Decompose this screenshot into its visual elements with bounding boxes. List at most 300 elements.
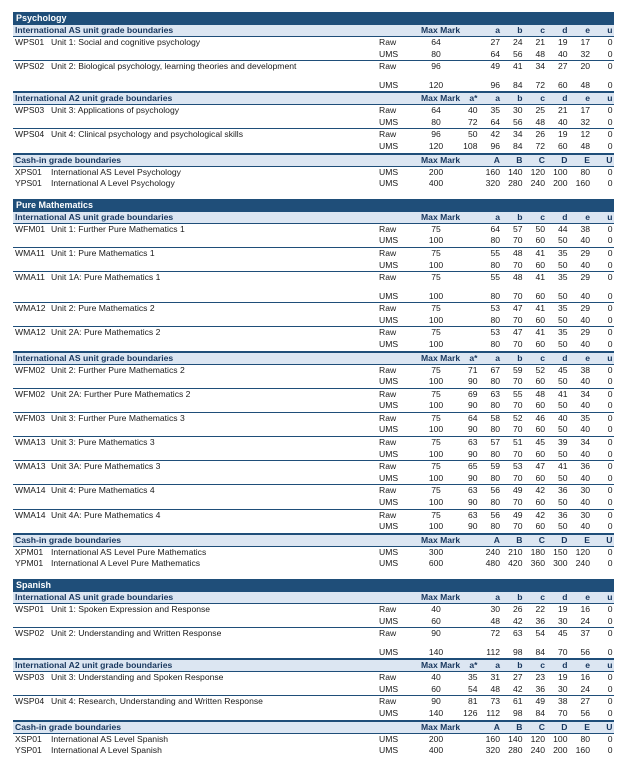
grade-boundary-value: 60 xyxy=(535,472,545,483)
boundary-line xyxy=(13,286,614,302)
grade-boundary-value: 48 xyxy=(490,615,500,626)
boundary-line xyxy=(13,485,614,497)
unit-code: XSP01 xyxy=(15,733,42,744)
boundary-line xyxy=(13,37,614,49)
unit-title: Unit 1: Pure Mathematics 1 xyxy=(51,247,155,258)
grade-boundary-value: 0 xyxy=(607,178,613,189)
grade-boundary-value: 63 xyxy=(467,509,478,520)
unit-title: Unit 4: Research, Understanding and Written Response xyxy=(51,696,263,707)
max-mark-value: 100 xyxy=(428,376,444,387)
unit-title: International AS Level Pure Mathematics xyxy=(51,546,207,557)
unit-title: Unit 3: Applications of psychology xyxy=(51,105,180,116)
grade-boundary-value: 80 xyxy=(490,400,500,411)
grade-boundary-value: 19 xyxy=(557,129,568,140)
grade-boundary-value: 40 xyxy=(580,400,590,411)
grade-boundary-value: 41 xyxy=(557,461,568,472)
grade-boundary-value: 59 xyxy=(490,461,500,472)
grade-column-header: e xyxy=(585,93,590,104)
unit-title: Unit 2A: Pure Mathematics 2 xyxy=(51,327,161,338)
grade-boundary-value: 30 xyxy=(580,485,590,496)
grade-boundary-value: 40 xyxy=(557,116,568,127)
grade-boundary-value: 240 xyxy=(575,558,590,569)
grade-column-header: e xyxy=(585,352,590,363)
max-mark-value: 60 xyxy=(431,615,441,626)
grade-boundary-value: 67 xyxy=(490,364,500,375)
mark-type: UMS xyxy=(379,166,399,177)
grade-boundary-value: 140 xyxy=(508,166,523,177)
grade-column-header: A xyxy=(493,721,500,732)
grade-boundary-value: 180 xyxy=(530,546,545,557)
max-mark-value: 90 xyxy=(431,696,441,707)
max-mark-header: Max Mark xyxy=(421,154,461,165)
unit-code: WPS02 xyxy=(15,61,45,72)
mark-type: UMS xyxy=(379,472,399,483)
mark-type: UMS xyxy=(379,647,399,658)
max-mark-value: 75 xyxy=(431,461,441,472)
grade-boundary-value: 56 xyxy=(580,707,590,718)
grade-boundary-value: 42 xyxy=(490,129,500,140)
grade-boundary-value: 27 xyxy=(490,37,500,47)
grade-boundary-value: 45 xyxy=(557,628,568,639)
max-mark-value: 120 xyxy=(428,80,444,91)
grade-boundary-value: 35 xyxy=(557,272,568,283)
grade-column-header: b xyxy=(517,93,523,104)
subject-title: Pure Mathematics xyxy=(13,199,614,211)
grade-boundary-value: 19 xyxy=(557,672,568,683)
grade-boundary-value: 58 xyxy=(490,412,500,423)
max-mark-value: 75 xyxy=(431,247,441,258)
max-mark-value: 140 xyxy=(428,707,444,718)
grade-boundary-value: 80 xyxy=(490,376,500,387)
group-header xyxy=(13,659,614,672)
grade-boundary-value: 50 xyxy=(557,521,568,532)
mark-type: UMS xyxy=(379,615,399,626)
boundary-line xyxy=(13,75,614,91)
grade-boundary-value: 56 xyxy=(490,485,500,496)
unit-code: XPM01 xyxy=(15,546,44,557)
grade-column-header: d xyxy=(562,93,568,104)
grade-boundary-value: 0 xyxy=(607,628,613,639)
grade-boundary-value: 108 xyxy=(463,140,478,151)
max-mark-value: 100 xyxy=(428,448,444,459)
grade-column-header: a xyxy=(495,660,500,671)
grade-boundary-value: 420 xyxy=(508,558,523,569)
table-row xyxy=(13,105,614,129)
grade-boundary-value: 0 xyxy=(607,707,613,718)
max-mark-value: 75 xyxy=(431,303,441,314)
grade-boundary-value: 34 xyxy=(580,388,590,399)
grade-column-header: u xyxy=(607,211,613,222)
grade-boundary-value: 41 xyxy=(535,272,545,283)
unit-code: YSP01 xyxy=(15,745,42,756)
max-mark-value: 80 xyxy=(431,48,441,59)
grade-boundary-value: 40 xyxy=(580,448,590,459)
grade-boundary-value: 240 xyxy=(530,745,545,756)
unit-code: WMA14 xyxy=(15,485,46,496)
grade-column-header: E xyxy=(584,534,590,545)
grade-boundary-value: 32 xyxy=(580,48,590,59)
max-mark-value: 100 xyxy=(428,497,444,508)
grade-boundary-value: 81 xyxy=(467,696,478,707)
grade-boundary-value: 0 xyxy=(607,546,613,557)
grade-boundary-value: 47 xyxy=(512,327,523,338)
grade-boundary-value: 0 xyxy=(607,338,613,349)
grade-boundary-value: 41 xyxy=(535,247,545,258)
grade-boundary-value: 320 xyxy=(485,745,500,756)
grade-boundary-value: 210 xyxy=(508,546,523,557)
grade-boundary-value: 0 xyxy=(607,223,613,234)
grade-column-header: U xyxy=(606,534,613,545)
grade-boundary-value: 40 xyxy=(580,521,590,532)
max-mark-header: Max Mark xyxy=(421,721,461,732)
grade-boundary-value: 48 xyxy=(512,247,523,258)
group-header-title: International A2 unit grade boundaries xyxy=(15,93,173,104)
mark-type: UMS xyxy=(379,424,399,435)
max-mark-value: 75 xyxy=(431,223,441,234)
grade-boundary-value: 36 xyxy=(535,615,545,626)
grade-boundary-value: 0 xyxy=(607,696,613,707)
boundary-line xyxy=(13,224,614,236)
max-mark-value: 40 xyxy=(431,672,441,683)
grade-boundary-value: 84 xyxy=(535,707,545,718)
unit-title: International AS Level Psychology xyxy=(51,166,181,177)
max-mark-value: 60 xyxy=(431,683,441,694)
grade-boundary-value: 72 xyxy=(535,140,545,151)
mark-type: Raw xyxy=(379,628,397,639)
grade-column-header: B xyxy=(516,721,523,732)
grade-boundary-value: 29 xyxy=(580,327,590,338)
grade-boundary-value: 56 xyxy=(512,116,523,127)
grade-column-header: U xyxy=(606,721,613,732)
grade-boundary-value: 0 xyxy=(607,485,613,496)
grade-boundary-value: 50 xyxy=(557,472,568,483)
unit-title: Unit 4: Clinical psychology and psychological skills xyxy=(51,129,244,140)
grade-boundary-value: 0 xyxy=(607,472,613,483)
table-row xyxy=(13,303,614,327)
mark-type: Raw xyxy=(379,129,397,140)
grade-column-header: c xyxy=(540,211,545,222)
grade-column-header: a* xyxy=(469,352,478,363)
grade-boundary-value: 120 xyxy=(530,733,545,744)
unit-title: Unit 4A: Pure Mathematics 4 xyxy=(51,509,161,520)
grade-boundary-value: 80 xyxy=(490,424,500,435)
grade-boundary-value: 64 xyxy=(490,223,500,234)
grade-boundary-value: 80 xyxy=(490,259,500,270)
grade-column-header: b xyxy=(517,660,523,671)
unit-title: Unit 4: Pure Mathematics 4 xyxy=(51,485,155,496)
unit-title: Unit 2A: Further Pure Mathematics 2 xyxy=(51,388,191,399)
grade-boundary-value: 40 xyxy=(580,338,590,349)
grade-boundary-value: 0 xyxy=(607,247,613,258)
grade-boundary-value: 53 xyxy=(512,461,523,472)
grade-boundary-value: 53 xyxy=(490,327,500,338)
grade-boundary-value: 41 xyxy=(557,388,568,399)
max-mark-value: 75 xyxy=(431,485,441,496)
grade-column-header: u xyxy=(607,352,613,363)
grade-boundary-value: 0 xyxy=(607,388,613,399)
grade-boundary-value: 37 xyxy=(580,628,590,639)
grade-boundary-value: 0 xyxy=(607,497,613,508)
unit-title: Unit 2: Further Pure Mathematics 2 xyxy=(51,364,185,375)
subject-title: Psychology xyxy=(13,12,614,24)
grade-boundary-value: 60 xyxy=(535,497,545,508)
max-mark-value: 400 xyxy=(428,178,444,189)
grade-boundary-value: 40 xyxy=(580,259,590,270)
boundary-line xyxy=(13,510,614,522)
boundary-line xyxy=(13,642,614,658)
grade-boundary-value: 40 xyxy=(580,291,590,302)
grade-boundary-value: 120 xyxy=(530,166,545,177)
grade-column-header: E xyxy=(584,154,590,165)
table-row xyxy=(13,696,614,720)
grade-column-header: d xyxy=(562,660,568,671)
max-mark-value: 200 xyxy=(428,733,444,744)
grade-boundary-value: 0 xyxy=(607,140,613,151)
boundary-line xyxy=(13,327,614,339)
grade-boundary-value: 70 xyxy=(512,497,523,508)
grade-boundary-value: 48 xyxy=(512,272,523,283)
boundary-line xyxy=(13,178,614,190)
mark-type: UMS xyxy=(379,140,399,151)
grade-boundary-value: 34 xyxy=(580,437,590,448)
boundary-line xyxy=(13,558,614,570)
boundary-line xyxy=(13,105,614,117)
grade-boundary-value: 69 xyxy=(467,388,478,399)
unit-code: WFM03 xyxy=(15,412,46,423)
grade-boundary-value: 150 xyxy=(553,546,568,557)
grade-boundary-value: 64 xyxy=(490,116,500,127)
grade-column-header: c xyxy=(540,352,545,363)
grade-boundary-value: 24 xyxy=(512,37,523,47)
grade-boundary-value: 80 xyxy=(490,472,500,483)
grade-boundary-value: 0 xyxy=(607,259,613,270)
grade-boundary-value: 140 xyxy=(508,733,523,744)
grade-boundary-value: 60 xyxy=(557,140,568,151)
grade-boundary-value: 100 xyxy=(553,733,568,744)
grade-boundary-value: 90 xyxy=(467,424,478,435)
max-mark-value: 400 xyxy=(428,745,444,756)
unit-code: XPS01 xyxy=(15,166,42,177)
grade-boundary-value: 0 xyxy=(607,272,613,283)
grade-column-header: D xyxy=(561,154,568,165)
grade-boundary-value: 48 xyxy=(580,140,590,151)
grade-boundary-value: 54 xyxy=(467,683,478,694)
grade-boundary-value: 72 xyxy=(535,80,545,91)
grade-boundary-value: 21 xyxy=(557,105,568,116)
grade-boundary-value: 56 xyxy=(490,509,500,520)
max-mark-value: 90 xyxy=(431,628,441,639)
grade-column-header: d xyxy=(562,352,568,363)
max-mark-value: 100 xyxy=(428,521,444,532)
grade-column-header: a xyxy=(495,592,500,602)
boundary-line xyxy=(13,376,614,388)
boundary-line xyxy=(13,400,614,412)
mark-type: UMS xyxy=(379,733,399,744)
unit-title: Unit 2: Pure Mathematics 2 xyxy=(51,303,155,314)
grade-boundary-value: 200 xyxy=(553,178,568,189)
table-row xyxy=(13,61,614,92)
unit-title: International A Level Pure Mathematics xyxy=(51,558,201,569)
mark-type: Raw xyxy=(379,672,397,683)
grade-boundary-value: 55 xyxy=(512,388,523,399)
table-row xyxy=(13,437,614,461)
grade-column-header: e xyxy=(585,592,590,602)
grade-column-header: a xyxy=(495,93,500,104)
group-header xyxy=(13,211,614,224)
grade-boundary-value: 40 xyxy=(580,472,590,483)
max-mark-value: 75 xyxy=(431,327,441,338)
boundary-line xyxy=(13,303,614,315)
mark-type: Raw xyxy=(379,696,397,707)
group-header xyxy=(13,352,614,365)
max-mark-header: Max Mark xyxy=(421,25,461,35)
grade-column-header: A xyxy=(493,154,500,165)
grade-boundary-value: 32 xyxy=(580,116,590,127)
max-mark-value: 80 xyxy=(431,116,441,127)
grade-boundary-value: 50 xyxy=(467,129,478,140)
max-mark-value: 100 xyxy=(428,291,444,302)
unit-code: YPS01 xyxy=(15,178,42,189)
boundary-line xyxy=(13,628,614,642)
unit-code: WSP02 xyxy=(15,628,45,639)
grade-boundary-value: 35 xyxy=(467,672,478,683)
boundary-line xyxy=(13,696,614,708)
grade-boundary-value: 96 xyxy=(490,140,500,151)
grade-boundary-value: 57 xyxy=(512,223,523,234)
boundary-line xyxy=(13,604,614,616)
table-row xyxy=(13,510,614,534)
grade-column-header: c xyxy=(540,25,545,35)
grade-boundary-value: 70 xyxy=(512,448,523,459)
grade-boundary-value: 160 xyxy=(575,178,590,189)
grade-column-header: u xyxy=(607,592,613,602)
max-mark-value: 64 xyxy=(431,105,441,116)
grade-boundary-value: 0 xyxy=(607,509,613,520)
grade-column-header: b xyxy=(517,211,523,222)
grade-boundary-value: 40 xyxy=(580,424,590,435)
mark-type: UMS xyxy=(379,338,399,349)
grade-boundary-value: 240 xyxy=(485,546,500,557)
boundary-line xyxy=(13,437,614,449)
grade-boundary-value: 57 xyxy=(490,437,500,448)
unit-code: WMA12 xyxy=(15,327,46,338)
grade-column-header: a xyxy=(495,211,500,222)
grade-column-header: C xyxy=(538,154,545,165)
grade-boundary-value: 45 xyxy=(557,364,568,375)
mark-type: Raw xyxy=(379,364,397,375)
grade-boundary-value: 27 xyxy=(512,672,523,683)
table-row xyxy=(13,37,614,61)
grade-boundary-value: 20 xyxy=(580,61,590,72)
grade-column-header: b xyxy=(517,352,523,363)
mark-type: UMS xyxy=(379,707,399,718)
grade-boundary-value: 200 xyxy=(553,745,568,756)
grade-boundary-value: 0 xyxy=(607,733,613,744)
unit-code: WSP03 xyxy=(15,672,45,683)
table-row xyxy=(13,413,614,437)
max-mark-value: 75 xyxy=(431,509,441,520)
boundary-line xyxy=(13,413,614,425)
grade-column-header: e xyxy=(585,660,590,671)
max-mark-value: 75 xyxy=(431,437,441,448)
grade-boundary-value: 0 xyxy=(607,327,613,338)
group-header xyxy=(13,24,614,37)
grade-boundary-value: 50 xyxy=(557,448,568,459)
grade-boundary-value: 0 xyxy=(607,521,613,532)
table-row xyxy=(13,485,614,509)
grade-boundary-value: 41 xyxy=(512,61,523,72)
max-mark-value: 96 xyxy=(431,61,441,72)
grade-boundary-value: 42 xyxy=(535,485,545,496)
table-row xyxy=(13,547,614,559)
group-header xyxy=(13,92,614,105)
table-row xyxy=(13,224,614,248)
grade-boundary-value: 35 xyxy=(557,247,568,258)
grade-column-header: e xyxy=(585,211,590,222)
unit-title: Unit 1: Social and cognitive psychology xyxy=(51,37,201,47)
grade-boundary-value: 59 xyxy=(512,364,523,375)
grade-boundary-value: 25 xyxy=(535,105,545,116)
group-header-title: Cash-in grade boundaries xyxy=(15,154,122,165)
grade-boundary-value: 36 xyxy=(580,461,590,472)
boundary-line xyxy=(13,61,614,75)
mark-type: Raw xyxy=(379,37,397,47)
grade-boundary-value: 41 xyxy=(535,327,545,338)
grade-column-header: a xyxy=(495,352,500,363)
unit-code: WFM01 xyxy=(15,223,46,234)
grade-boundary-value: 40 xyxy=(580,497,590,508)
grade-boundary-value: 60 xyxy=(535,376,545,387)
grade-boundary-value: 42 xyxy=(535,509,545,520)
unit-code: WPS01 xyxy=(15,37,45,47)
grade-boundary-value: 0 xyxy=(607,558,613,569)
grade-boundary-value: 280 xyxy=(508,745,523,756)
grade-column-header: d xyxy=(562,25,568,35)
grade-boundary-value: 98 xyxy=(512,647,523,658)
grade-boundary-value: 80 xyxy=(490,521,500,532)
unit-title: Unit 3: Pure Mathematics 3 xyxy=(51,437,155,448)
grade-boundary-value: 36 xyxy=(535,683,545,694)
grade-boundary-value: 80 xyxy=(490,314,500,325)
grade-boundary-value: 73 xyxy=(490,696,500,707)
grade-boundary-value: 24 xyxy=(580,683,590,694)
grade-boundary-value: 30 xyxy=(490,604,500,614)
mark-type: UMS xyxy=(379,259,399,270)
grade-boundary-value: 50 xyxy=(535,223,545,234)
boundary-line xyxy=(13,141,614,153)
grade-boundary-value: 80 xyxy=(490,497,500,508)
grade-boundary-value: 60 xyxy=(535,314,545,325)
max-mark-value: 100 xyxy=(428,314,444,325)
group-header-title: International AS unit grade boundaries xyxy=(15,592,174,602)
boundary-line xyxy=(13,235,614,247)
grade-boundary-value: 17 xyxy=(580,105,590,116)
mark-type: Raw xyxy=(379,604,397,614)
boundary-line xyxy=(13,734,614,746)
grade-boundary-value: 60 xyxy=(535,448,545,459)
grade-column-header: b xyxy=(517,592,523,602)
grade-boundary-value: 16 xyxy=(580,604,590,614)
grade-boundary-value: 112 xyxy=(486,647,500,658)
group-header-title: International AS unit grade boundaries xyxy=(15,25,174,35)
grade-boundary-value: 0 xyxy=(607,376,613,387)
max-mark-value: 120 xyxy=(428,140,444,151)
mark-type: Raw xyxy=(379,61,397,72)
grade-boundary-value: 70 xyxy=(512,400,523,411)
unit-code: WFM02 xyxy=(15,364,46,375)
grade-boundary-value: 96 xyxy=(490,80,500,91)
grade-boundary-value: 55 xyxy=(490,272,500,283)
